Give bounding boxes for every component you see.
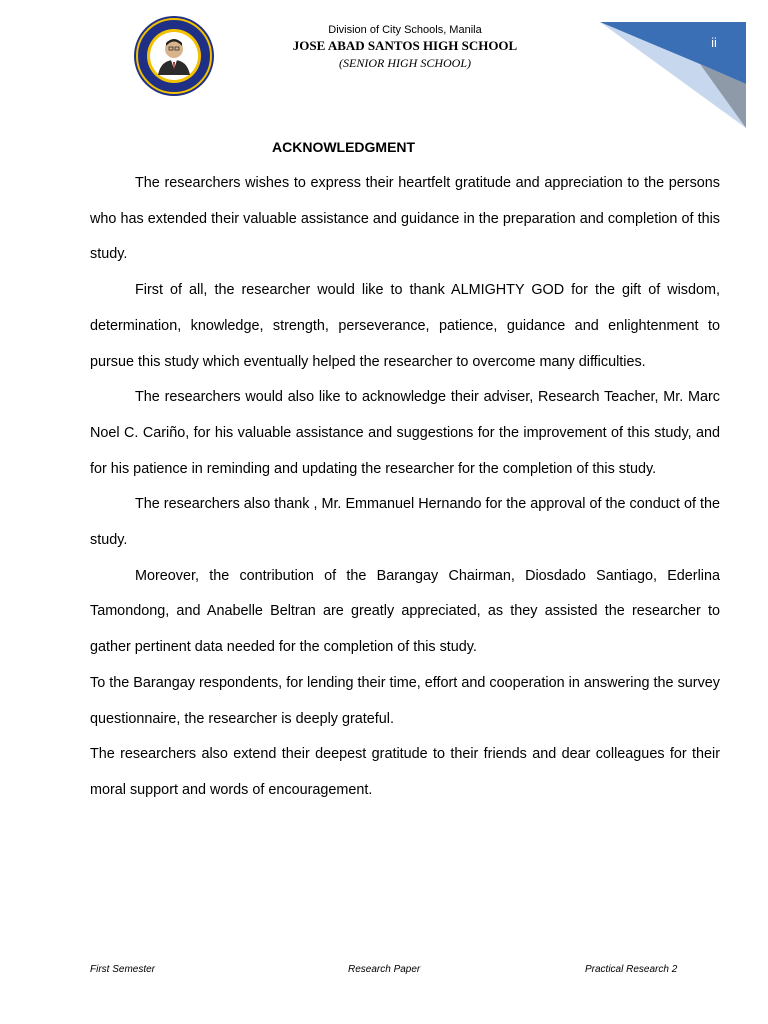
school-name: JOSE ABAD SANTOS HIGH SCHOOL xyxy=(292,38,518,53)
paragraph: The researchers wishes to express their heartfelt gratitude and appreciation to the persons who has extended their valuable assistance and guidance in the preparation and completion of this study. xyxy=(90,175,720,263)
paragraph: Moreover, the contribution of the Barangay Chairman, Diosdado Santiago, Ederlina Tamondong, and Anabelle Beltran are greatly appreciated, as they assisted the researcher to gather pertinent data needed for the completion of this study. xyxy=(90,567,720,656)
division-heading: Division of City Schools, Manila xyxy=(328,24,482,36)
paragraph: The researchers would also like to acknowledge their adviser, Research Teacher, Mr. Marc Noel C. Cariño, for his valuable assistance and suggestions for the improvement of this study, and for his patience in reminding and updating the researcher for the completion of this study. xyxy=(90,389,720,477)
school-seal-icon xyxy=(133,15,215,97)
paragraph: First of all, the researcher would like to thank ALMIGHTY GOD for the gift of wisdom, determination, knowledge, strength, perseverance, patience, guidance and enlightenment to pursue this study which eventually helped the researcher to overcome many difficulties. xyxy=(90,282,720,370)
paragraph: The researchers also thank , Mr. Emmanuel Hernando for the approval of the conduct of the study. xyxy=(90,496,720,549)
school-subtitle: (SENIOR HIGH SCHOOL) xyxy=(339,56,471,70)
document-body xyxy=(90,166,720,809)
page-title: ACKNOWLEDGMENT xyxy=(272,139,416,155)
footer-semester: First Semester xyxy=(90,964,156,975)
paragraph: The researchers also extend their deepest gratitude to their friends and dear colleagues for their moral support and words of encouragement. xyxy=(90,746,720,798)
footer-subject: Practical Research 2 xyxy=(585,964,678,975)
footer-paper-type: Research Paper xyxy=(348,964,421,975)
page-number: ii xyxy=(711,35,717,50)
paragraph: To the Barangay respondents, for lending their time, effort and cooperation in answering the survey questionnaire, the researcher is deeply grateful. xyxy=(90,674,720,727)
